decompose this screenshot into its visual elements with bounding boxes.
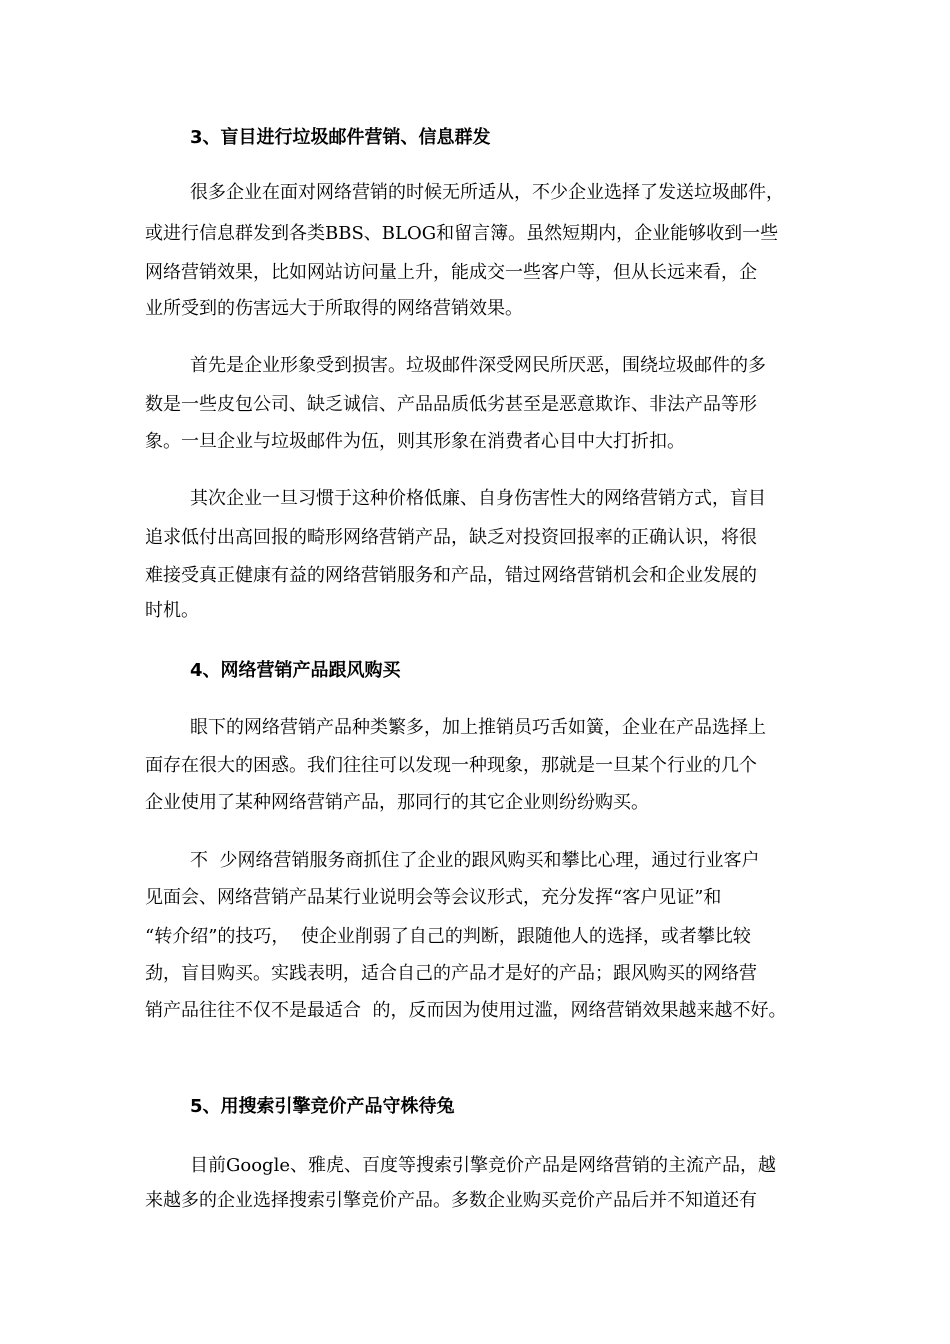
text-line: 数是一些皮包公司、缺乏诚信、产品品质低劣甚至是恶意欺诈、非法产品等形 [145, 394, 757, 415]
text-line: 销产品往往不仅不是最适合 的，反而因为使用过滥，网络营销效果越来越不好。 [145, 1000, 787, 1021]
section-heading: 3、盲目进行垃圾邮件营销、信息群发 [190, 127, 491, 148]
text-line: 劲，盲目购买。实践表明，适合自己的产品才是好的产品；跟风购买的网络营 [145, 963, 757, 984]
text-line: 眼下的网络营销产品种类繁多，加上推销员巧舌如簧，企业在产品选择上 [190, 717, 766, 738]
text-line: 来越多的企业选择搜索引擎竞价产品。多数企业购买竞价产品后并不知道还有 [145, 1190, 757, 1211]
text-line: 企业使用了某种网络营销产品，那同行的其它企业则纷纷购买。 [145, 792, 649, 813]
text-line: 面存在很大的困惑。我们往往可以发现一种现象，那就是一旦某个行业的几个 [145, 755, 757, 776]
text-line: 业所受到的伤害远大于所取得的网络营销效果。 [145, 298, 523, 319]
text-line: 难接受真正健康有益的网络营销服务和产品，错过网络营销机会和企业发展的 [145, 565, 757, 586]
text-line: 追求低付出高回报的畸形网络营销产品，缺乏对投资回报率的正确认识，将很 [145, 527, 757, 548]
text-line: 见面会、网络营销产品某行业说明会等会议形式，充分发挥“客户见证”和 [145, 887, 722, 908]
section-heading: 5、用搜索引擎竞价产品守株待兔 [190, 1096, 455, 1117]
text-line: 其次企业一旦习惯于这种价格低廉、自身伤害性大的网络营销方式，盲目 [190, 488, 766, 509]
text-line: 不 少网络营销服务商抓住了企业的跟风购买和攀比心理，通过行业客户 [190, 850, 760, 871]
text-line: 首先是企业形象受到损害。垃圾邮件深受网民所厌恶，围绕垃圾邮件的多 [190, 355, 766, 376]
section-heading: 4、网络营销产品跟风购买 [190, 660, 401, 681]
text-line: 象。一旦企业与垃圾邮件为伍，则其形象在消费者心目中大打折扣。 [145, 431, 685, 452]
text-line: 很多企业在面对网络营销的时候无所适从，不少企业选择了发送垃圾邮件， [190, 182, 784, 203]
text-line: “转介绍”的技巧， 使企业削弱了自己的判断，跟随他人的选择，或者攀比较 [145, 926, 751, 947]
text-line: 时机。 [145, 600, 199, 621]
text-line: 网络营销效果，比如网站访问量上升，能成交一些客户等，但从长远来看，企 [145, 262, 757, 283]
text-line: 或进行信息群发到各类BBS、BLOG和留言簿。虽然短期内，企业能够收到一些 [145, 223, 779, 244]
text-line: 目前Google、雅虎、百度等搜索引擎竞价产品是网络营销的主流产品，越 [190, 1155, 776, 1176]
